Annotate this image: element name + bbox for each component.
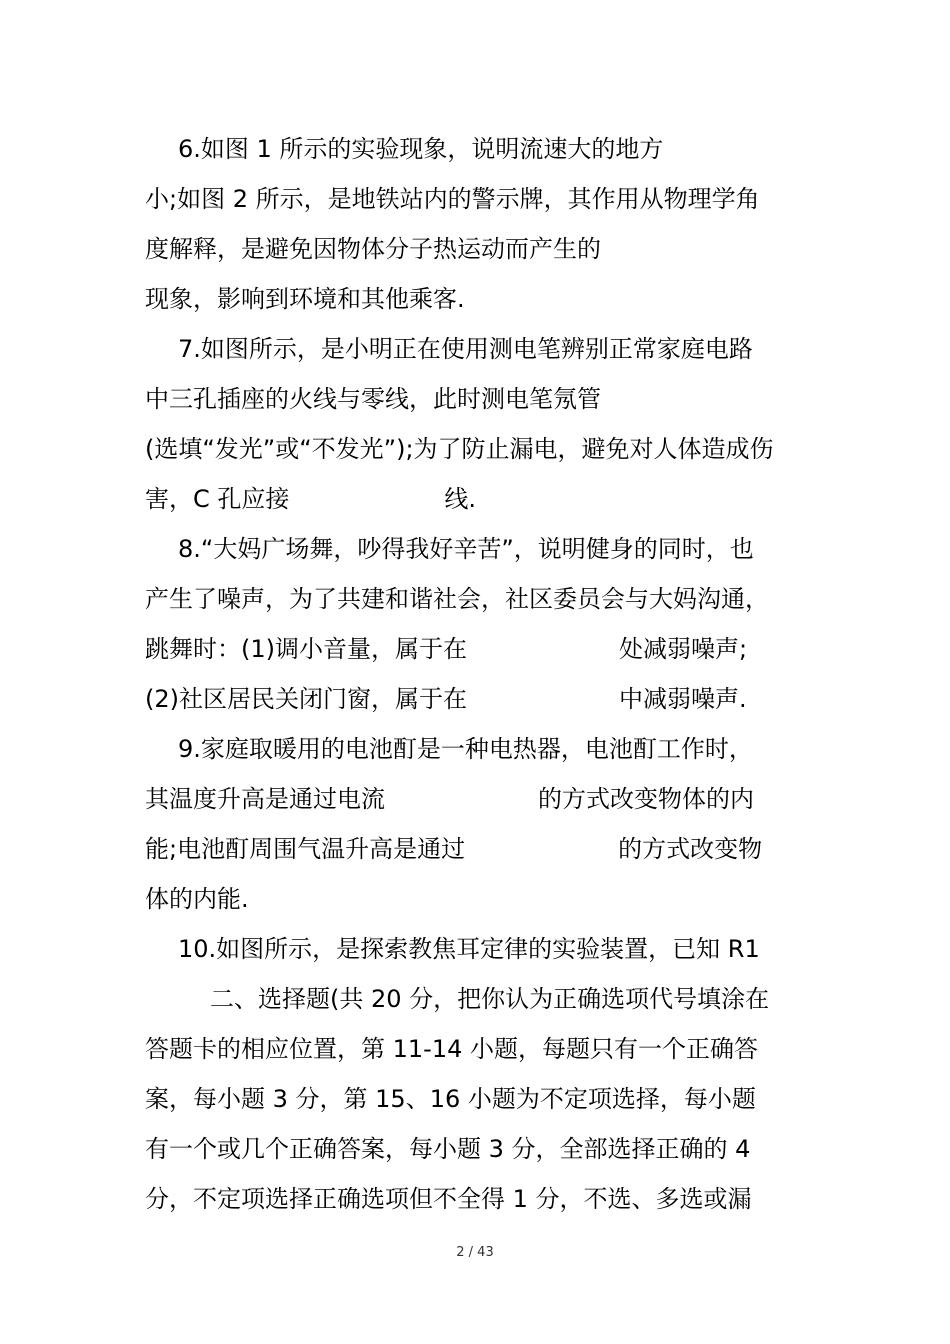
text-segment: 的方式改变物体的内 (538, 785, 754, 813)
text-line-q8-3 (145, 634, 747, 664)
text-segment: 害，C 孔应接 (145, 485, 290, 513)
section-heading-multiple-choice: 二、选择题(共 20 分，把你认为正确选项代号填涂在 (210, 985, 770, 1013)
text-segment: 能;电池酊周围气温升高是通过 (145, 835, 466, 863)
text-line-q7-4 (145, 484, 476, 514)
text-segment: 线. (444, 485, 477, 513)
text-line-q10-1: 10.如图所示，是探索教焦耳定律的实验装置，已知 R1 (178, 935, 760, 963)
text-line-q8-1: 8.“大妈广场舞，吵得我好辛苦”，说明健身的同时，也 (178, 535, 754, 563)
text-line-section2-3: 案，每小题 3 分，第 15、16 小题为不定项选择，每小题 (145, 1085, 756, 1113)
text-line-q8-4 (145, 684, 747, 714)
text-line-q7-1: 7.如图所示，是小明正在使用测电笔辨别正常家庭电路 (178, 335, 753, 363)
text-line-q6-1: 6.如图 1 所示的实验现象，说明流速大的地方 (178, 135, 664, 163)
text-line-q7-2: 中三孔插座的火线与零线，此时测电笔氖管 (145, 385, 601, 413)
text-line-q9-1: 9.家庭取暖用的电池酊是一种电热器，电池酊工作时， (178, 735, 753, 763)
text-segment: 跳舞时：(1)调小音量，属于在 (145, 635, 467, 663)
text-segment: 中减弱噪声. (619, 685, 747, 713)
text-line-q9-4: 体的内能. (145, 885, 249, 913)
text-line-q6-4: 现象，影响到环境和其他乘客. (145, 285, 465, 313)
text-line-q9-2 (145, 784, 754, 814)
text-line-q9-3 (145, 834, 762, 864)
page-number: 2 / 43 (456, 1245, 494, 1260)
text-line-q6-3: 度解释，是避免因物体分子热运动而产生的 (145, 235, 601, 263)
text-segment: 的方式改变物 (618, 835, 763, 863)
text-line-q7-3: (选填“发光”或“不发光”);为了防止漏电，避免对人体造成伤 (145, 435, 774, 463)
text-segment: 处减弱噪声; (619, 635, 748, 663)
text-segment: 其温度升高是通过电流 (145, 785, 385, 813)
text-line-section2-4: 有一个或几个正确答案，每小题 3 分，全部选择正确的 4 (145, 1135, 751, 1163)
text-line-section2-5: 分，不定项选择正确选项但不全得 1 分，不选、多选或漏 (145, 1185, 752, 1213)
text-line-q8-2: 产生了噪声，为了共建和谐社会，社区委员会与大妈沟通， (145, 585, 769, 613)
text-line-section2-2: 答题卡的相应位置，第 11-14 小题，每题只有一个正确答 (145, 1035, 758, 1063)
text-line-q6-2: 小;如图 2 所示，是地铁站内的警示牌，其作用从物理学角 (145, 185, 760, 213)
text-segment: (2)社区居民关闭门窗，属于在 (145, 685, 467, 713)
